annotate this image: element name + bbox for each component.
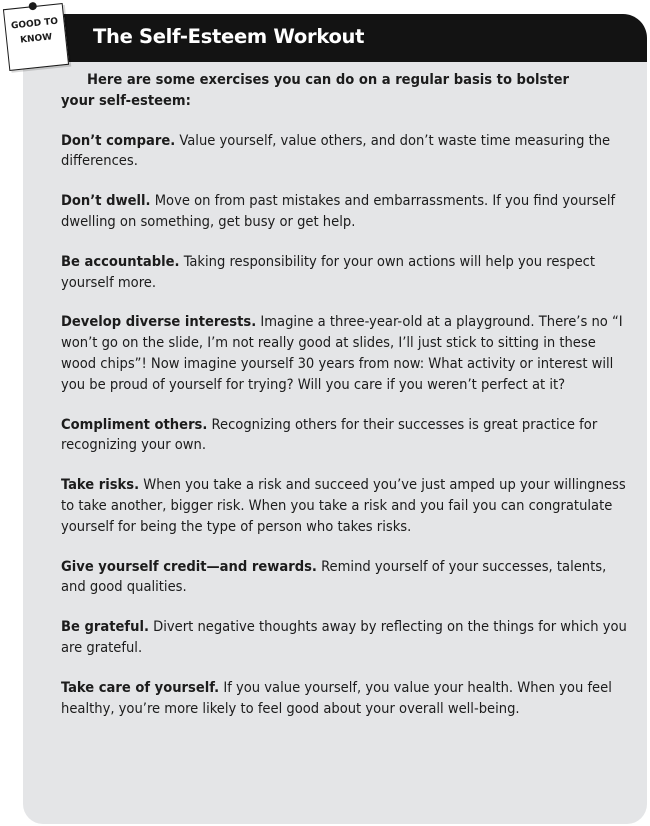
pin-icon <box>28 2 37 11</box>
tip-title: Compliment others. <box>61 415 208 433</box>
tip-item <box>61 475 633 537</box>
good-to-know-badge <box>3 3 69 71</box>
badge-text <box>5 14 66 50</box>
tip-item <box>61 557 633 599</box>
tip-item <box>61 131 633 173</box>
tip-title: Don’t compare. <box>61 131 176 149</box>
tip-text: Remind yourself of your successes, talents, and good qualities. <box>61 557 607 596</box>
sidebar-content <box>61 70 633 738</box>
title-bar <box>23 14 647 62</box>
sidebar-title: The Self-Esteem Workout <box>93 25 365 48</box>
tip-text: Divert negative thoughts away by reflecting on the things for which you are grateful. <box>61 618 627 656</box>
tip-title: Be accountable. <box>61 252 180 270</box>
tip-text: Move on from past mistakes and embarrassments. If you find yourself dwelling on something, get busy or get help. <box>61 192 616 230</box>
badge-line-2: KNOW <box>19 32 53 46</box>
tip-item <box>61 678 633 720</box>
intro-paragraph <box>61 70 633 112</box>
tip-title: Take care of yourself. <box>61 678 220 696</box>
tip-text: Value yourself, value others, and don’t waste time measuring the differences. <box>61 131 611 170</box>
tip-text: Imagine a three-year-old at a playground. There’s no “I won’t go on the slide, I’m not really good at slides, I’ll just stick to sitting in these wood chips”! Now imagine yourself 30 years from now: What activity or interest will you be proud of yourself for trying? Will you care if you weren’t perfect at it? <box>61 313 623 393</box>
tip-title: Develop diverse interests. <box>61 313 257 331</box>
intro-line-1: Here are some exercises you can do on a regular basis to bolster <box>87 71 569 88</box>
tip-title: Give yourself credit—and rewards. <box>61 557 317 575</box>
tip-text: When you take a risk and succeed you’ve just amped up your willingness to take another, bigger risk. When you take a risk and you fail you can congratulate yourself for being the type of person who takes risks. <box>61 476 626 535</box>
tip-item <box>61 191 633 233</box>
tip-text: Recognizing others for their successes is great practice for recognizing your own. <box>61 415 598 454</box>
tip-title: Be grateful. <box>61 618 149 636</box>
intro-line-2: your self-esteem: <box>61 91 191 109</box>
tip-item <box>61 415 633 457</box>
sidebar-box <box>23 14 647 824</box>
tip-item <box>61 617 633 659</box>
badge-line-1: GOOD TO <box>10 16 59 32</box>
tip-text: Taking responsibility for your own actions will help you respect yourself more. <box>61 252 596 291</box>
tip-text: If you value yourself, you value your health. When you feel healthy, you’re more likely to feel good about your overall well-being. <box>61 678 612 717</box>
tip-title: Take risks. <box>61 476 140 494</box>
tip-item <box>61 252 633 294</box>
tip-title: Don’t dwell. <box>61 192 151 210</box>
tip-item <box>61 312 633 395</box>
